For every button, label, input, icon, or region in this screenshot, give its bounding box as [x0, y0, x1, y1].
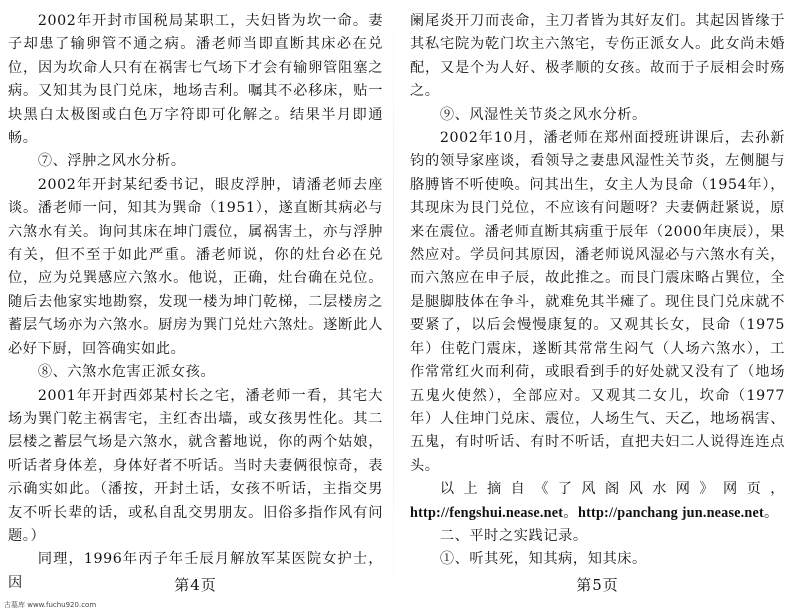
- section-heading-practice-records: 二、平时之实践记录。: [439, 527, 588, 544]
- paragraph-source-citation: [410, 478, 785, 525]
- page-number-left: 第4页: [174, 576, 217, 594]
- paragraph-village-head-case: 2001年开封西郊某村长之宅，潘老师一看，其宅大场为巽门乾主祸害宅，主红杏出墙，或女孩男性化。其二层楼之蓄层气场是六煞水，就含蓄地说，你的两个姑娘，听话者身体差，身体好者不听话。当时夫妻俩很惊奇，表示确实如此。（潘按，开封土话，女孩不听话，主指交男友不听长辈的话，或私自乱交男朋友。旧俗多指作风有问题。）: [8, 387, 383, 544]
- source-url-panchangjun: http://panchang jun.nease.net: [578, 504, 764, 521]
- page-gutter: [393, 0, 394, 615]
- section-heading-liusha-water: ⑧、六煞水危害正派女孩。: [37, 364, 216, 381]
- source-url-fengshui: http://fengshui.nease.net: [410, 504, 564, 521]
- paragraph-nurse-case-start: 同理，1996年丙子年壬辰月解放军某医院女护士，因: [8, 551, 383, 591]
- paragraph-arthritis-case: 2002年10月，潘老师在郑州面授班讲课后，去孙新钧的领导家座谈，看领导之妻患风湿性关节炎，左侧腿与胳膊皆不听使唤。问其出生，女主人为艮命（1954年），其现床为艮门兑位，不应该有问题呀？夫妻俩赶紧说，原来在震位。潘老师直断其病重于辰年（2000年庚辰），果然应对。学员问其原因，潘老师说风湿必与六煞水有关，而六煞应在申子辰，故此推之。而艮门震床略占巽位，全是腿脚肢体在争斗，就难免其半瘫了。现住艮门兑床就不要紧了，以后会慢慢康复的。又观其长女，艮命（1975年）住乾门震床，遂断其常常生闷气（人场六煞水），工作常常红火而利荷，或眼看到手的好处就又没有了（地场五鬼火使然），全部应对。又观其二女儿，坎命（1977年）人住坤门兑床、震位，人场生气、天乙，地场祸害、五鬼，有时听话、有时不听话，直把夫妇二人说得连连点头。: [410, 130, 785, 474]
- right-page: [410, 10, 785, 580]
- paragraph-edema-case: 2002年开封某纪委书记，眼皮浮肿，请潘老师去座谈。潘老师一问，知其为巽命（1951），遂直断其病必与六煞水有关。询问其床在坤门震位，属祸害土，亦与浮肿有关，但不至于如此严重。潘老师说，你的灶台必在兑位，应为兑巽感应六煞水。他说，正确，灶台确在兑位。随后去他家实地勘察，发现一楼为坤门乾梯，二层楼房之蓄层气场亦为六煞水。厨房为巽门兑灶六煞灶。遂断此人必好下厨，回答确实如此。: [8, 176, 383, 357]
- paragraph-tax-bureau-case: 2002年开封市国税局某职工，夫妇皆为坎一命。妻子却患了输卵管不通之病。潘老师当即直断其床必在兑位，因为坎命人只有在祸害七气场下才会有输卵管阻塞之病。又知其为艮门兑床，地场吉利。嘱其不必移床，贴一块黑白太极图或白色万字符即可化解之。结果半月即通畅。: [8, 13, 383, 147]
- section-heading-listen-death: ①、听其死，知其病，知其床。: [439, 551, 647, 568]
- section-heading-edema: ⑦、浮肿之风水分析。: [37, 153, 186, 170]
- site-watermark: 古墓库 www.fuchu920.com: [4, 601, 97, 609]
- page-number-right: 第5页: [576, 576, 619, 594]
- citation-text: 以上摘自《了风阁风水网》网页，: [439, 481, 785, 498]
- section-heading-arthritis: ⑨、风湿性关节炎之风水分析。: [439, 106, 647, 123]
- paragraph-nurse-case-end: 阑尾炎开刀而丧命，主刀者皆为其好友们。其起因皆缘于其私宅院为乾门坎主六煞宅，专伤正派女人。此女尚未婚配，又是个为人好、极孝顺的女孩。故而于子辰相会时殇之。: [410, 13, 785, 100]
- citation-end: 。: [763, 504, 779, 521]
- citation-separator: 。: [563, 504, 578, 521]
